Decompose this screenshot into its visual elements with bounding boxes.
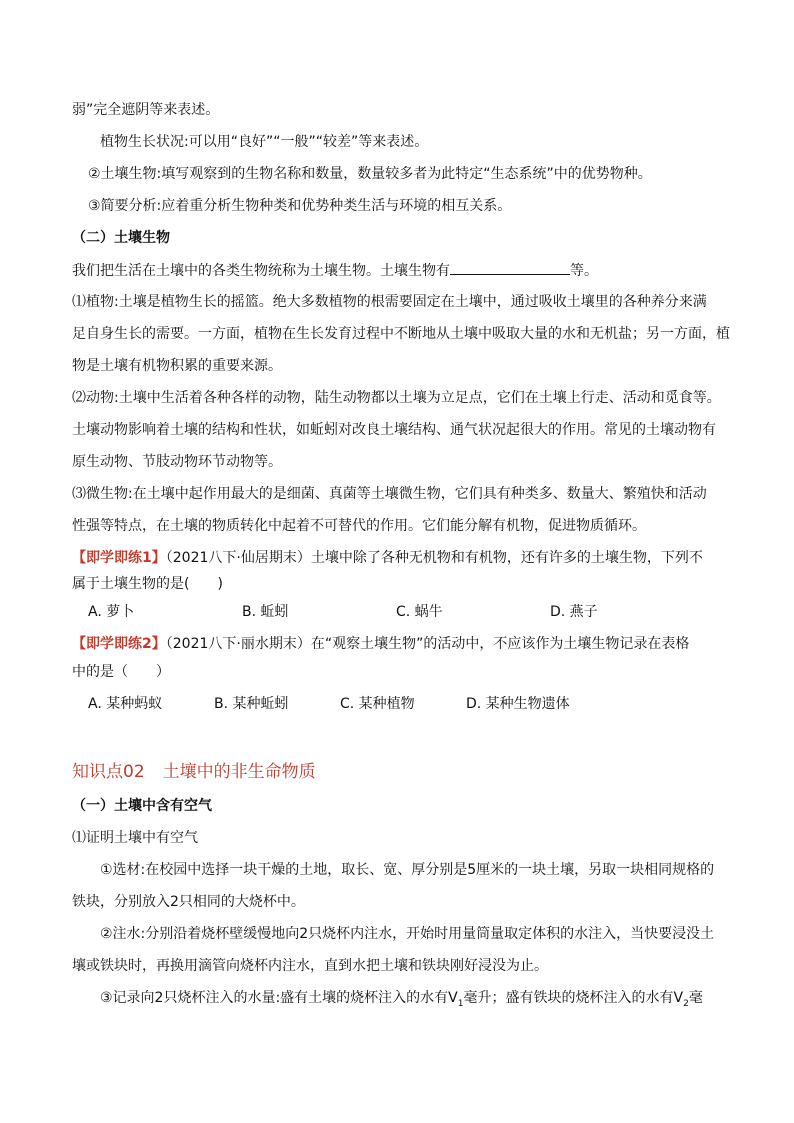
knowledge-heading (72, 760, 334, 784)
text-line (72, 260, 598, 281)
exercise-2 (72, 634, 689, 654)
section-title: （一）土壤中含有空气 (72, 798, 212, 814)
option-b[interactable]: B. 某种蚯蚓 (214, 696, 289, 712)
text-part: 我们把生活在土壤中的各类生物统称为土壤生物。土壤生物有 (72, 263, 450, 279)
text-line: 壤或铁块时，再换用滴管向烧杯内注水，直到水把土壤和铁块刚好浸没为止。 (72, 958, 548, 974)
text-line: 铁块，分别放入2只相同的大烧杯中。 (72, 894, 305, 910)
heading-title: 土壤中的非生命物质 (162, 762, 316, 782)
item-text: 填写观察到的生物名称和数量，数量较多者为此特定“生态系统”中的优势物种。 (161, 166, 652, 182)
text-line: ⑶微生物:在土壤中起作用最大的是细菌、真菌等土壤微生物，它们具有种类多、数量大、繁殖快和活动 (72, 486, 707, 502)
exercise-text: （2021八下·丽水期末）在“观察土壤生物”的活动中，不应该作为土壤生物记录在表格 (165, 636, 690, 652)
text-part: 毫升；盛有铁块的烧杯注入的水有V (463, 990, 684, 1006)
text-line: 性强等特点，在土壤的物质转化中起着不可替代的作用。它们能分解有机物，促进物质循环。 (72, 518, 646, 534)
text-line: 足自身生长的需要。一方面，植物在生长发育过程中不断地从土壤中吸取大量的水和无机盐；另一方面，植 (72, 326, 730, 342)
option-a[interactable]: A. 萝卜 (88, 604, 135, 620)
exercise-1-options (88, 602, 704, 622)
exercise-2-options (88, 694, 592, 714)
text-line: ⑵动物:土壤中生活着各种各样的动物，陆生动物都以土壤为立足点，它们在土壤上行走、活动和觅食等。 (72, 390, 721, 406)
option-c[interactable]: C. 蜗牛 (396, 604, 443, 620)
text-line: ⑴证明土壤中有空气 (72, 830, 198, 846)
text-line: 原生动物、节肢动物环节动物等。 (72, 454, 282, 470)
section-title: （二）土壤生物 (72, 230, 170, 246)
exercise-1 (72, 548, 703, 568)
text-line: 植物生长状况:可以用“良好”“一般”“较差”等来表述。 (100, 134, 429, 150)
text-line: ②注水:分别沿着烧杯壁缓慢地向2只烧杯内注水，开始时用量筒量取定体积的水注入，当快要浸没土 (100, 926, 715, 942)
subscript: 1 (457, 998, 464, 1009)
item-text: 应着重分析生物种类和优势种类生活与环境的相互关系。 (161, 198, 512, 214)
fill-in-blank[interactable] (450, 260, 570, 275)
text-line: 物是土壤有机物积累的重要来源。 (72, 358, 282, 374)
item-label: ②土壤生物: (88, 166, 162, 182)
option-b[interactable]: B. 蚯蚓 (242, 604, 289, 620)
item-label: ③简要分析: (88, 198, 162, 214)
heading-number: 知识点02 (72, 762, 145, 782)
option-d[interactable]: D. 某种生物遗体 (466, 696, 570, 712)
text-part: 毫 (688, 990, 703, 1006)
text-line: 弱”完全遮阴等来表述。 (72, 102, 220, 118)
text-line (88, 196, 511, 216)
exercise-text: （2021八下·仙居期末）土壤中除了各种无机物和有机物，还有许多的土壤生物，下列不 (165, 550, 703, 566)
option-c[interactable]: C. 某种植物 (340, 696, 415, 712)
text-line: 土壤动物影响着土壤的结构和性状，如蚯蚓对改良土壤结构、通气状况起很大的作用。常见的土壤动物有 (72, 422, 716, 438)
text-line: ⑴植物:土壤是植物生长的摇篮。绝大多数植物的根需要固定在土壤中，通过吸收土壤里的各种养分来满 (72, 294, 707, 310)
option-d[interactable]: D. 燕子 (550, 604, 598, 620)
text-line: ①选材:在校园中选择一块干燥的土地，取长、宽、厚分别是5厘米的一块土壤，另取一块相同规格的 (100, 862, 715, 878)
exercise-2-cont: 中的是（ ） (72, 664, 170, 680)
exercise-tag: 【即学即练2】 (72, 636, 166, 652)
option-a[interactable]: A. 某种蚂蚁 (88, 696, 163, 712)
text-line (88, 164, 652, 184)
text-line (100, 988, 703, 1014)
text-part: ③记录向2只烧杯注入的水量:盛有土壤的烧杯注入的水有V (100, 990, 458, 1006)
exercise-tag: 【即学即练1】 (72, 550, 166, 566)
text-part: 等。 (570, 263, 598, 279)
exercise-1-cont: 属于土壤生物的是( ) (72, 576, 223, 592)
subscript: 2 (683, 998, 689, 1009)
